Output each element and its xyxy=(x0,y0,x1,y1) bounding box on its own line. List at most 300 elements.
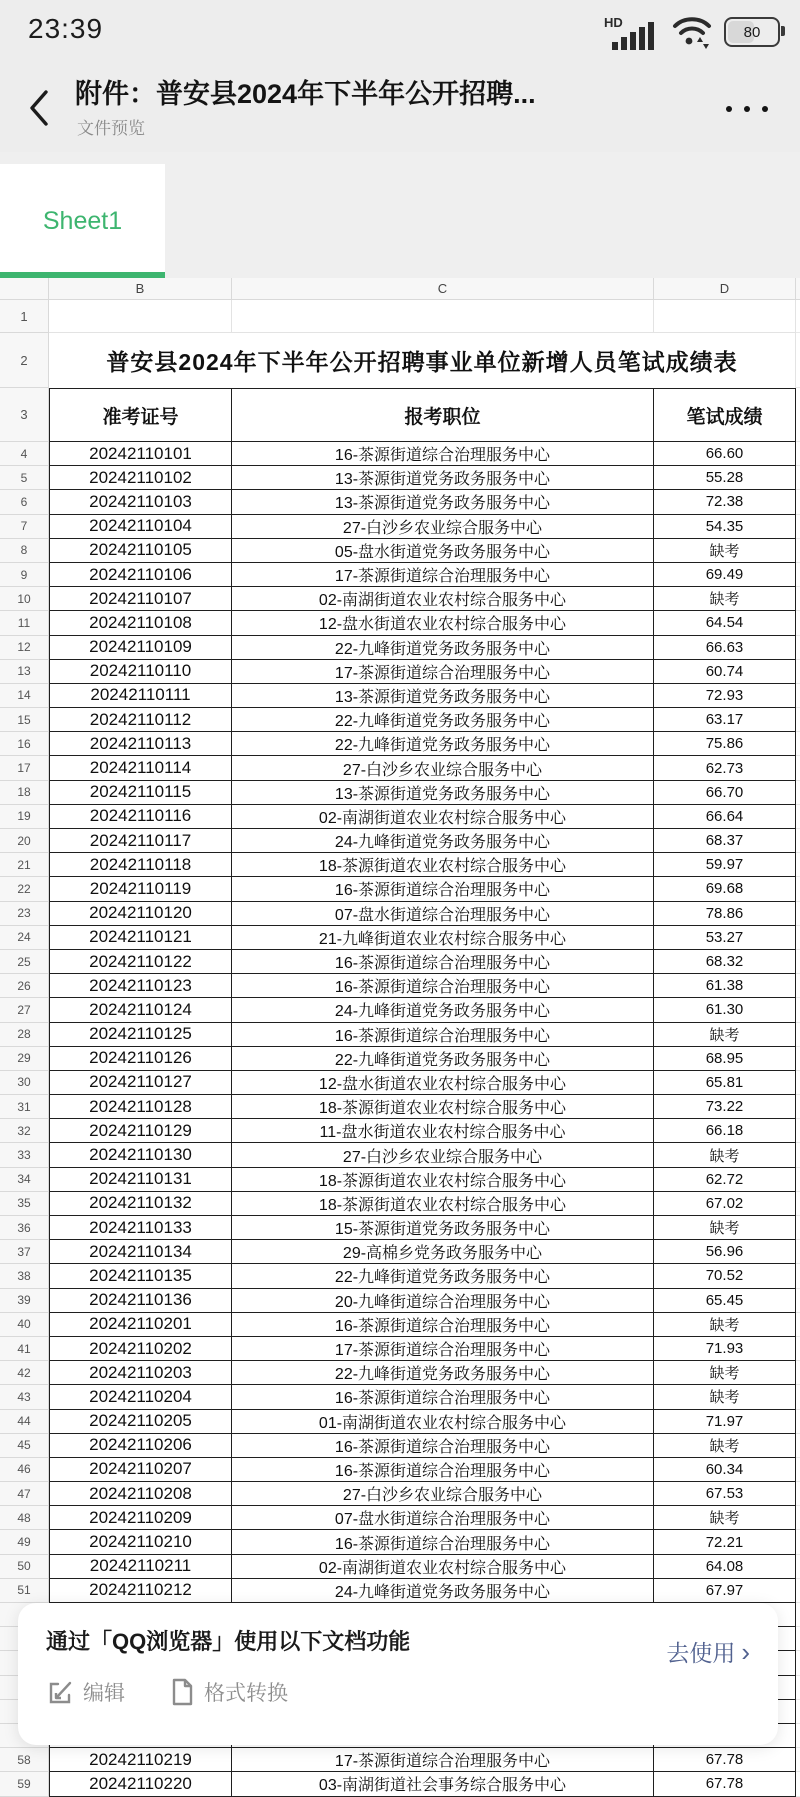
cell-ticket-number[interactable]: 20242110120 xyxy=(49,902,232,926)
cell-position[interactable]: 16-茶源街道综合治理服务中心 xyxy=(232,1023,654,1047)
table-row xyxy=(0,1071,800,1095)
cell-score[interactable]: 67.78 xyxy=(654,1748,796,1772)
cell-ticket-number[interactable]: 20242110130 xyxy=(49,1143,232,1167)
table-row xyxy=(0,515,800,539)
row-number: 9 xyxy=(0,563,49,587)
cell-score[interactable]: 69.49 xyxy=(654,563,796,587)
go-use-link[interactable] xyxy=(666,1635,750,1668)
cell-position[interactable]: 17-茶源街道综合治理服务中心 xyxy=(232,1337,654,1361)
row-number: 18 xyxy=(0,781,49,805)
cell-sliver xyxy=(796,756,800,780)
cell-ticket-number[interactable]: 20242110102 xyxy=(49,466,232,490)
cell-score[interactable]: 缺考 xyxy=(654,1216,796,1240)
cell-ticket-number[interactable]: 20242110133 xyxy=(49,1216,232,1240)
cell-ticket-number[interactable]: 20242110101 xyxy=(49,442,232,466)
cell-sliver xyxy=(796,1143,800,1167)
cell-ticket-number[interactable]: 20242110203 xyxy=(49,1361,232,1385)
cell-sliver xyxy=(796,1458,800,1482)
table-row xyxy=(0,1458,800,1482)
cell-score[interactable]: 66.70 xyxy=(654,781,796,805)
cell-score[interactable]: 75.86 xyxy=(654,732,796,756)
edit-icon xyxy=(46,1679,73,1706)
row-number: 19 xyxy=(0,805,49,829)
sheet-tab-bar xyxy=(0,152,800,278)
cell-score[interactable]: 67.97 xyxy=(654,1579,796,1603)
cell-sliver xyxy=(796,1410,800,1434)
back-icon[interactable] xyxy=(24,86,52,130)
table-row xyxy=(0,1143,800,1167)
cell-position[interactable]: 07-盘水街道综合治理服务中心 xyxy=(232,1506,654,1530)
table-row xyxy=(0,1216,800,1240)
cell-score[interactable]: 71.93 xyxy=(654,1337,796,1361)
cell-ticket-number[interactable]: 20242110204 xyxy=(49,1385,232,1409)
column-letter-d[interactable]: D xyxy=(654,278,796,300)
edit-button[interactable] xyxy=(46,1677,125,1707)
cell-ticket-number[interactable]: 20242110114 xyxy=(49,756,232,780)
cell-sliver xyxy=(796,1434,800,1458)
cell-position[interactable]: 17-茶源街道综合治理服务中心 xyxy=(232,563,654,587)
row-number: 17 xyxy=(0,756,49,780)
cell-score[interactable]: 缺考 xyxy=(654,1434,796,1458)
format-convert-label: 格式转换 xyxy=(204,1682,288,1705)
cell-ticket-number[interactable]: 20242110122 xyxy=(49,950,232,974)
table-row xyxy=(0,732,800,756)
cell-position[interactable]: 16-茶源街道综合治理服务中心 xyxy=(232,1458,654,1482)
table-row xyxy=(0,1119,800,1143)
cell-ticket-number[interactable]: 20242110126 xyxy=(49,1047,232,1071)
column-letter-c[interactable]: C xyxy=(232,278,654,300)
cell-position[interactable]: 18-茶源街道农业农村综合服务中心 xyxy=(232,853,654,877)
svg-text:HD: HD xyxy=(604,15,623,30)
table-row xyxy=(0,1337,800,1361)
format-convert-button[interactable] xyxy=(171,1677,288,1707)
table-row xyxy=(0,1772,800,1796)
cell-position[interactable]: 22-九峰街道党务政务服务中心 xyxy=(232,708,654,732)
cell-ticket-number[interactable]: 20242110209 xyxy=(49,1506,232,1530)
cell-sliver xyxy=(796,1530,800,1554)
cell-score[interactable]: 缺考 xyxy=(654,1506,796,1530)
cell-score[interactable]: 65.45 xyxy=(654,1289,796,1313)
table-row xyxy=(0,1434,800,1458)
table-row xyxy=(0,1506,800,1530)
cell-position[interactable]: 24-九峰街道党务政务服务中心 xyxy=(232,1579,654,1603)
cell-ticket-number[interactable]: 20242110129 xyxy=(49,1119,232,1143)
cell-score[interactable]: 60.74 xyxy=(654,660,796,684)
cell-position[interactable]: 22-九峰街道党务政务服务中心 xyxy=(232,732,654,756)
row-number: 24 xyxy=(0,926,49,950)
row-number: 51 xyxy=(0,1579,49,1603)
cell-ticket-number[interactable]: 20242110127 xyxy=(49,1071,232,1095)
row-number: 3 xyxy=(0,388,49,442)
cell-sliver xyxy=(796,1603,800,1627)
cell-ticket-number[interactable]: 20242110103 xyxy=(49,490,232,514)
cell-position[interactable]: 02-南湖街道农业农村综合服务中心 xyxy=(232,587,654,611)
cell-sliver xyxy=(796,1071,800,1095)
table-row xyxy=(0,611,800,635)
cell-position[interactable]: 20-九峰街道综合治理服务中心 xyxy=(232,1289,654,1313)
cell-sliver xyxy=(796,877,800,901)
table-row xyxy=(0,1748,800,1772)
cell-score[interactable]: 67.78 xyxy=(654,1772,796,1796)
cell-sliver xyxy=(796,974,800,998)
go-use-label: 去使用 xyxy=(666,1640,736,1666)
row-number: 11 xyxy=(0,611,49,635)
row-number: 21 xyxy=(0,853,49,877)
cell-position[interactable]: 16-茶源街道综合治理服务中心 xyxy=(232,1385,654,1409)
cell-position[interactable]: 05-盘水街道党务政务服务中心 xyxy=(232,539,654,563)
cell-position[interactable]: 27-白沙乡农业综合服务中心 xyxy=(232,756,654,780)
cell-position[interactable]: 16-茶源街道综合治理服务中心 xyxy=(232,950,654,974)
cell-position[interactable]: 27-白沙乡农业综合服务中心 xyxy=(232,1482,654,1506)
cell-position[interactable]: 29-高棉乡党务政务服务中心 xyxy=(232,1240,654,1264)
column-letter-e-sliver xyxy=(796,278,800,300)
cell-position[interactable]: 03-南湖街道社会事务综合服务中心 xyxy=(232,1772,654,1796)
cell-ticket-number[interactable]: 20242110107 xyxy=(49,587,232,611)
cell-score[interactable]: 缺考 xyxy=(654,1143,796,1167)
cell-score[interactable]: 缺考 xyxy=(654,587,796,611)
cell-sliver xyxy=(796,563,800,587)
cell-position[interactable]: 12-盘水街道农业农村综合服务中心 xyxy=(232,611,654,635)
table-row xyxy=(0,1579,800,1603)
cell-sliver xyxy=(796,732,800,756)
header-score: 笔试成绩 xyxy=(654,388,796,442)
qq-browser-promo-banner xyxy=(18,1603,778,1745)
cell-sliver xyxy=(796,1579,800,1603)
cell-ticket-number[interactable]: 20242110119 xyxy=(49,877,232,901)
cell-position[interactable]: 15-茶源街道党务政务服务中心 xyxy=(232,1216,654,1240)
table-row xyxy=(0,902,800,926)
cell-ticket-number[interactable]: 20242110219 xyxy=(49,1748,232,1772)
row-number: 27 xyxy=(0,998,49,1022)
row-number: 15 xyxy=(0,708,49,732)
row-number: 7 xyxy=(0,515,49,539)
cell-ticket-number[interactable]: 20242110202 xyxy=(49,1337,232,1361)
cell-score[interactable]: 缺考 xyxy=(654,1361,796,1385)
row-number: 20 xyxy=(0,829,49,853)
cell-ticket-number[interactable]: 20242110210 xyxy=(49,1530,232,1554)
cell-score[interactable]: 71.97 xyxy=(654,1410,796,1434)
table-row xyxy=(0,539,800,563)
table-row xyxy=(0,829,800,853)
cell-ticket-number[interactable]: 20242110131 xyxy=(49,1168,232,1192)
row-number: 50 xyxy=(0,1555,49,1579)
row-number: 40 xyxy=(0,1313,49,1337)
cell-score[interactable]: 66.64 xyxy=(654,805,796,829)
cell-position[interactable]: 13-茶源街道党务政务服务中心 xyxy=(232,490,654,514)
cell-sliver xyxy=(796,926,800,950)
cell-ticket-number[interactable]: 20242110111 xyxy=(49,684,232,708)
table-row xyxy=(0,1482,800,1506)
row-number: 23 xyxy=(0,902,49,926)
cell-sliver xyxy=(796,1700,800,1724)
cell-position[interactable]: 22-九峰街道党务政务服务中心 xyxy=(232,1047,654,1071)
cell-ticket-number[interactable]: 20242110212 xyxy=(49,1579,232,1603)
cell-score[interactable]: 73.22 xyxy=(654,1095,796,1119)
cell-sliver xyxy=(796,853,800,877)
cell-position[interactable]: 17-茶源街道综合治理服务中心 xyxy=(232,1748,654,1772)
table-row xyxy=(0,1264,800,1288)
cell-position[interactable]: 21-九峰街道农业农村综合服务中心 xyxy=(232,926,654,950)
table-row xyxy=(0,1168,800,1192)
cell-sliver xyxy=(796,1361,800,1385)
table-row xyxy=(0,1192,800,1216)
cell-sliver xyxy=(796,442,800,466)
cell-position[interactable]: 16-茶源街道综合治理服务中心 xyxy=(232,442,654,466)
cell-sliver xyxy=(796,1337,800,1361)
table-row xyxy=(0,805,800,829)
cell-ticket-number[interactable]: 20242110105 xyxy=(49,539,232,563)
page-subtitle: 文件预览 xyxy=(77,119,145,138)
table-row xyxy=(0,684,800,708)
cell-score[interactable]: 63.17 xyxy=(654,708,796,732)
cell-ticket-number[interactable]: 20242110116 xyxy=(49,805,232,829)
cell-position[interactable]: 24-九峰街道党务政务服务中心 xyxy=(232,998,654,1022)
cell-sliver xyxy=(796,1627,800,1651)
cell-position[interactable]: 24-九峰街道党务政务服务中心 xyxy=(232,829,654,853)
cell-score[interactable]: 72.38 xyxy=(654,490,796,514)
row-number: 42 xyxy=(0,1361,49,1385)
table-title-row xyxy=(0,333,800,388)
table-row xyxy=(0,1410,800,1434)
cell-sliver xyxy=(796,1555,800,1579)
cell-position[interactable]: 16-茶源街道综合治理服务中心 xyxy=(232,877,654,901)
clock: 23:39 xyxy=(28,13,104,44)
cell-position[interactable]: 18-茶源街道农业农村综合服务中心 xyxy=(232,1168,654,1192)
cell-position[interactable]: 27-白沙乡农业综合服务中心 xyxy=(232,1143,654,1167)
row-number: 14 xyxy=(0,684,49,708)
table-row xyxy=(0,781,800,805)
cell-score[interactable]: 68.95 xyxy=(654,1047,796,1071)
cell-score[interactable]: 55.28 xyxy=(654,466,796,490)
cell-ticket-number[interactable]: 20242110108 xyxy=(49,611,232,635)
table-title-cell[interactable]: 普安县2024年下半年公开招聘事业单位新增人员笔试成绩表 xyxy=(49,333,796,388)
cell-empty[interactable] xyxy=(49,300,232,333)
cell-sliver xyxy=(796,1506,800,1530)
table-row xyxy=(0,1240,800,1264)
row-number: 31 xyxy=(0,1095,49,1119)
battery-icon xyxy=(724,17,780,47)
chevron-right-icon: › xyxy=(741,1636,750,1667)
cell-ticket-number[interactable]: 20242110201 xyxy=(49,1313,232,1337)
row-number: 32 xyxy=(0,1119,49,1143)
cell-score[interactable]: 缺考 xyxy=(654,1385,796,1409)
cell-score[interactable]: 72.21 xyxy=(654,1530,796,1554)
cell-ticket-number[interactable]: 20242110125 xyxy=(49,1023,232,1047)
cell-ticket-number[interactable]: 20242110207 xyxy=(49,1458,232,1482)
cell-ticket-number[interactable]: 20242110206 xyxy=(49,1434,232,1458)
table-row xyxy=(0,442,800,466)
cell-ticket-number[interactable]: 20242110132 xyxy=(49,1192,232,1216)
cell-ticket-number[interactable]: 20242110205 xyxy=(49,1410,232,1434)
row-number: 37 xyxy=(0,1240,49,1264)
cell-sliver xyxy=(796,515,800,539)
cell-ticket-number[interactable]: 20242110106 xyxy=(49,563,232,587)
row-number: 10 xyxy=(0,587,49,611)
row-number: 33 xyxy=(0,1143,49,1167)
document-icon xyxy=(171,1678,194,1706)
cell-score[interactable]: 68.37 xyxy=(654,829,796,853)
cell-empty[interactable] xyxy=(232,300,654,333)
cellular-signal-icon xyxy=(604,14,660,50)
cell-ticket-number[interactable]: 20242110123 xyxy=(49,974,232,998)
cell-sliver xyxy=(796,636,800,660)
cell-position[interactable]: 16-茶源街道综合治理服务中心 xyxy=(232,974,654,998)
table-row xyxy=(0,853,800,877)
row-number: 47 xyxy=(0,1482,49,1506)
cell-sliver xyxy=(796,660,800,684)
row-number: 38 xyxy=(0,1264,49,1288)
cell-sliver xyxy=(796,1772,800,1796)
cell-sliver xyxy=(796,1168,800,1192)
cell-score[interactable]: 72.93 xyxy=(654,684,796,708)
row-number: 35 xyxy=(0,1192,49,1216)
cell-position[interactable]: 16-茶源街道综合治理服务中心 xyxy=(232,1313,654,1337)
cell-score[interactable]: 78.86 xyxy=(654,902,796,926)
cell-position[interactable]: 02-南湖街道农业农村综合服务中心 xyxy=(232,1555,654,1579)
cell-position[interactable]: 17-茶源街道综合治理服务中心 xyxy=(232,660,654,684)
cell-score[interactable]: 62.73 xyxy=(654,756,796,780)
cell-position[interactable]: 18-茶源街道农业农村综合服务中心 xyxy=(232,1095,654,1119)
table-row xyxy=(0,636,800,660)
cell-ticket-number[interactable]: 20242110136 xyxy=(49,1289,232,1313)
row-number: 45 xyxy=(0,1434,49,1458)
cell-position[interactable]: 01-南湖街道农业农村综合服务中心 xyxy=(232,1410,654,1434)
cell-position[interactable]: 18-茶源街道农业农村综合服务中心 xyxy=(232,1192,654,1216)
cell-ticket-number[interactable]: 20242110124 xyxy=(49,998,232,1022)
row-number: 12 xyxy=(0,636,49,660)
cell-ticket-number[interactable]: 20242110112 xyxy=(49,708,232,732)
cell-sliver xyxy=(796,1385,800,1409)
table-row xyxy=(0,877,800,901)
cell-position[interactable]: 16-茶源街道综合治理服务中心 xyxy=(232,1434,654,1458)
row-number: 29 xyxy=(0,1047,49,1071)
cell-ticket-number[interactable]: 20242110128 xyxy=(49,1095,232,1119)
cell-ticket-number[interactable]: 20242110208 xyxy=(49,1482,232,1506)
cell-score[interactable]: 67.53 xyxy=(654,1482,796,1506)
cell-position[interactable]: 07-盘水街道综合治理服务中心 xyxy=(232,902,654,926)
cell-score[interactable]: 66.63 xyxy=(654,636,796,660)
cell-sliver xyxy=(796,1313,800,1337)
row-number: 36 xyxy=(0,1216,49,1240)
cell-position[interactable]: 27-白沙乡农业综合服务中心 xyxy=(232,515,654,539)
cell-score[interactable]: 66.18 xyxy=(654,1119,796,1143)
cell-sliver xyxy=(796,1748,800,1772)
cell-sliver xyxy=(796,1216,800,1240)
cell-ticket-number[interactable]: 20242110110 xyxy=(49,660,232,684)
cell-score[interactable]: 60.34 xyxy=(654,1458,796,1482)
table-row xyxy=(0,950,800,974)
table-row xyxy=(0,998,800,1022)
cell-sliver xyxy=(796,998,800,1022)
cell-score[interactable]: 59.97 xyxy=(654,853,796,877)
nav-header xyxy=(0,62,800,152)
cell-score[interactable]: 65.81 xyxy=(654,1071,796,1095)
cell-position[interactable]: 16-茶源街道综合治理服务中心 xyxy=(232,1530,654,1554)
cell-position[interactable]: 13-茶源街道党务政务服务中心 xyxy=(232,781,654,805)
cell-score[interactable]: 70.52 xyxy=(654,1264,796,1288)
row-number: 5 xyxy=(0,466,49,490)
cell-score[interactable]: 缺考 xyxy=(654,1023,796,1047)
cell-sliver xyxy=(796,1264,800,1288)
row-number: 30 xyxy=(0,1071,49,1095)
row-number: 41 xyxy=(0,1337,49,1361)
cell-position[interactable]: 13-茶源街道党务政务服务中心 xyxy=(232,466,654,490)
cell-position[interactable]: 22-九峰街道党务政务服务中心 xyxy=(232,1361,654,1385)
cell-position[interactable]: 13-茶源街道党务政务服务中心 xyxy=(232,684,654,708)
cell-position[interactable]: 22-九峰街道党务政务服务中心 xyxy=(232,636,654,660)
cell-position[interactable]: 12-盘水街道农业农村综合服务中心 xyxy=(232,1071,654,1095)
cell-ticket-number[interactable]: 20242110135 xyxy=(49,1264,232,1288)
cell-sliver xyxy=(796,1482,800,1506)
cell-score[interactable]: 64.54 xyxy=(654,611,796,635)
row-number: 46 xyxy=(0,1458,49,1482)
table-row xyxy=(0,1095,800,1119)
table-row xyxy=(0,300,800,333)
cell-score[interactable]: 缺考 xyxy=(654,1313,796,1337)
cell-ticket-number[interactable]: 20242110117 xyxy=(49,829,232,853)
cell-score[interactable]: 69.68 xyxy=(654,877,796,901)
cell-sliver xyxy=(796,1023,800,1047)
cell-position[interactable]: 11-盘水街道农业农村综合服务中心 xyxy=(232,1119,654,1143)
cell-ticket-number[interactable]: 20242110104 xyxy=(49,515,232,539)
cell-sliver xyxy=(796,1289,800,1313)
cell-ticket-number[interactable]: 20242110118 xyxy=(49,853,232,877)
cell-ticket-number[interactable]: 20242110220 xyxy=(49,1772,232,1796)
cell-sliver xyxy=(796,1095,800,1119)
column-letter-b[interactable]: B xyxy=(49,278,232,300)
cell-sliver xyxy=(796,490,800,514)
cell-ticket-number[interactable]: 20242110113 xyxy=(49,732,232,756)
cell-score[interactable]: 66.60 xyxy=(654,442,796,466)
more-menu-icon[interactable] xyxy=(726,106,768,112)
tab-sheet1[interactable] xyxy=(0,164,165,272)
table-row xyxy=(0,1555,800,1579)
cell-sliver xyxy=(796,539,800,563)
cell-position[interactable]: 22-九峰街道党务政务服务中心 xyxy=(232,1264,654,1288)
cell-sliver xyxy=(796,587,800,611)
cell-score[interactable]: 64.08 xyxy=(654,1555,796,1579)
cell-score[interactable]: 67.02 xyxy=(654,1192,796,1216)
status-bar xyxy=(0,0,800,62)
banner-title: 通过「QQ浏览器」使用以下文档功能 xyxy=(46,1629,411,1654)
cell-empty[interactable] xyxy=(654,300,796,333)
row-number: 22 xyxy=(0,877,49,901)
cell-ticket-number[interactable]: 20242110134 xyxy=(49,1240,232,1264)
table-row xyxy=(0,660,800,684)
cell-score[interactable]: 缺考 xyxy=(654,539,796,563)
cell-score[interactable]: 53.27 xyxy=(654,926,796,950)
cell-score[interactable]: 56.96 xyxy=(654,1240,796,1264)
cell-score[interactable]: 62.72 xyxy=(654,1168,796,1192)
table-row xyxy=(0,1385,800,1409)
row-number: 1 xyxy=(0,300,49,333)
header-ticket-number: 准考证号 xyxy=(49,388,232,442)
row-number: 58 xyxy=(0,1748,49,1772)
cell-score[interactable]: 61.30 xyxy=(654,998,796,1022)
cell-ticket-number[interactable]: 20242110109 xyxy=(49,636,232,660)
cell-score[interactable]: 61.38 xyxy=(654,974,796,998)
row-number: 48 xyxy=(0,1506,49,1530)
cell-score[interactable]: 54.35 xyxy=(654,515,796,539)
cell-ticket-number[interactable]: 20242110115 xyxy=(49,781,232,805)
cell-sliver xyxy=(796,902,800,926)
table-row xyxy=(0,708,800,732)
row-number: 13 xyxy=(0,660,49,684)
cell-position[interactable]: 02-南湖街道农业农村综合服务中心 xyxy=(232,805,654,829)
cell-ticket-number[interactable]: 20242110121 xyxy=(49,926,232,950)
cell-score[interactable]: 68.32 xyxy=(654,950,796,974)
cell-ticket-number[interactable]: 20242110211 xyxy=(49,1555,232,1579)
